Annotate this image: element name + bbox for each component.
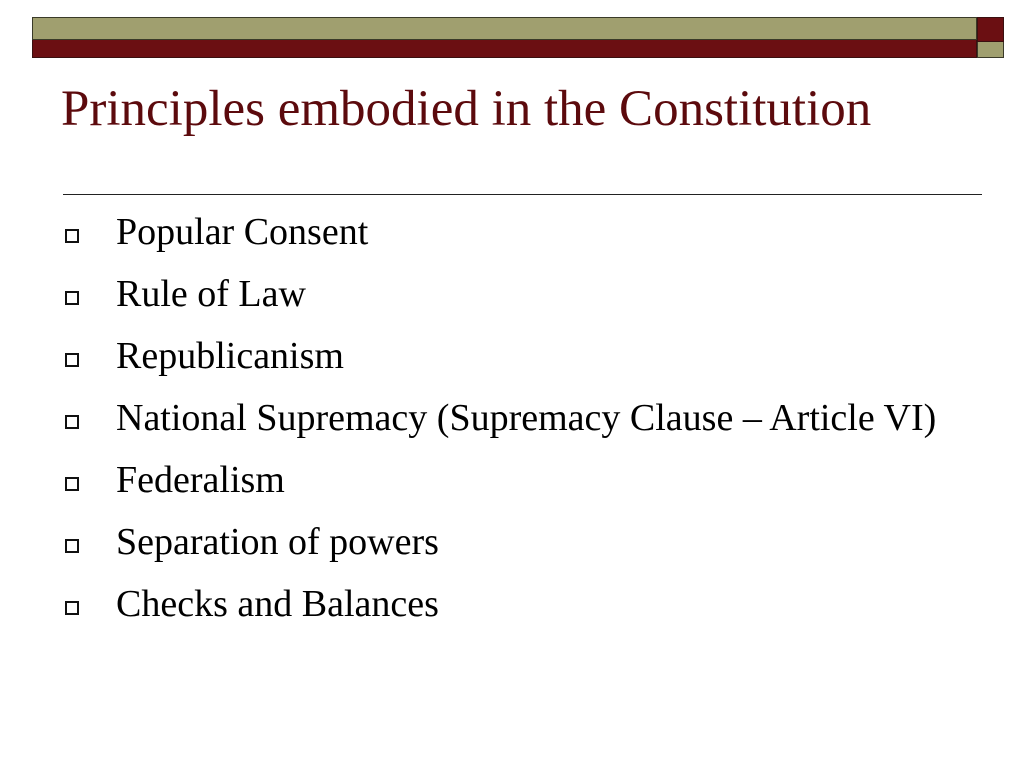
bullet-label: Checks and Balances [116,583,439,625]
header-band-olive [32,17,977,40]
bullet-label: Federalism [116,459,285,501]
slide-title: Principles embodied in the Constitution [61,81,872,137]
hollow-square-bullet-icon [65,477,79,491]
title-divider [63,194,982,195]
header-band-maroon [32,40,977,58]
hollow-square-bullet-icon [65,415,79,429]
bullet-label: Popular Consent [116,211,369,253]
bullet-item-popular-consent [62,207,942,257]
bullet-label: National Supremacy (Supremacy Clause – Article VI) [116,397,937,439]
header-corner-maroon [977,17,1004,42]
bullet-label: Rule of Law [116,273,306,315]
hollow-square-bullet-icon [65,539,79,553]
hollow-square-bullet-icon [65,229,79,243]
hollow-square-bullet-icon [65,353,79,367]
hollow-square-bullet-icon [65,601,79,615]
bullet-label: Separation of powers [116,521,439,563]
hollow-square-bullet-icon [65,291,79,305]
bullet-item-national-supremacy [62,393,942,443]
bullet-list [62,207,942,641]
bullet-item-separation-of-powers [62,517,942,567]
bullet-item-checks-and-balances [62,579,942,629]
bullet-item-republicanism [62,331,942,381]
header-corner-olive [977,42,1004,58]
bullet-label: Republicanism [116,335,344,377]
bullet-item-federalism [62,455,942,505]
bullet-item-rule-of-law [62,269,942,319]
